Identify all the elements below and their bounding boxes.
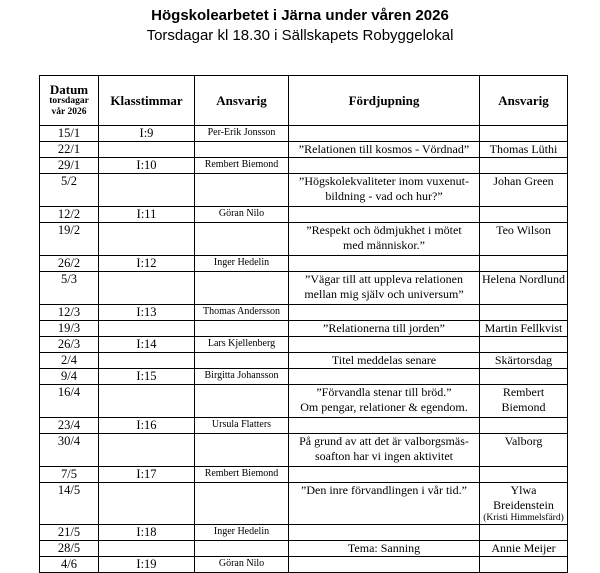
cell-fordjupning	[289, 142, 480, 158]
cell-ansvarig	[195, 321, 289, 337]
fordjupning-line-1: ”Relationerna till jorden”	[323, 321, 445, 335]
cell-ansvarig-2	[480, 418, 568, 434]
cell-fordjupning	[289, 434, 480, 467]
cell-fordjupning	[289, 272, 480, 305]
cell-fordjupning	[289, 126, 480, 142]
cell-ansvarig: Lars Kjellenberg	[195, 337, 289, 353]
cell-fordjupning	[289, 207, 480, 223]
cell-klasstimmar: I:17	[99, 467, 195, 483]
cell-fordjupning	[289, 256, 480, 272]
cell-ansvarig-2	[480, 557, 568, 573]
cell-fordjupning	[289, 483, 480, 525]
table-row	[40, 256, 568, 272]
cell-ansvarig-2	[480, 321, 568, 337]
cell-klasstimmar: I:15	[99, 369, 195, 385]
cell-fordjupning	[289, 467, 480, 483]
fordjupning-line-1: Tema: Sanning	[347, 541, 421, 555]
table-row	[40, 557, 568, 573]
cell-fordjupning	[289, 385, 480, 418]
cell-klasstimmar: I:13	[99, 305, 195, 321]
table-row	[40, 158, 568, 174]
column-header-ansvarig-2: Ansvarig	[480, 76, 568, 126]
cell-ansvarig: Göran Nilo	[195, 207, 289, 223]
table-row	[40, 353, 568, 369]
cell-fordjupning	[289, 337, 480, 353]
cell-ansvarig-2	[480, 483, 568, 525]
cell-ansvarig	[195, 353, 289, 369]
cell-klasstimmar	[99, 353, 195, 369]
cell-datum: 29/1	[40, 158, 99, 174]
cell-datum: 5/2	[40, 174, 99, 207]
fordjupning-line-1: ”Förvandla stenar till bröd.”	[316, 385, 452, 399]
cell-ansvarig: Per-Erik Jonsson	[195, 126, 289, 142]
ansvarig-2-name: Skärtorsdag	[494, 353, 553, 367]
cell-klasstimmar: I:19	[99, 557, 195, 573]
table-row	[40, 385, 568, 418]
cell-datum: 9/4	[40, 369, 99, 385]
cell-ansvarig-2	[480, 434, 568, 467]
table-row	[40, 207, 568, 223]
cell-ansvarig-2	[480, 541, 568, 557]
cell-ansvarig-2	[480, 467, 568, 483]
cell-ansvarig-2	[480, 126, 568, 142]
cell-datum: 30/4	[40, 434, 99, 467]
cell-fordjupning	[289, 525, 480, 541]
fordjupning-line-1: Titel meddelas senare	[331, 353, 437, 367]
cell-datum: 12/2	[40, 207, 99, 223]
cell-klasstimmar	[99, 142, 195, 158]
ansvarig-2-name: Rembert Biemond	[501, 385, 546, 414]
cell-ansvarig	[195, 541, 289, 557]
cell-datum: 4/6	[40, 557, 99, 573]
cell-fordjupning	[289, 305, 480, 321]
cell-klasstimmar: I:10	[99, 158, 195, 174]
column-header-klasstimmar: Klasstimmar	[99, 76, 195, 126]
cell-klasstimmar	[99, 272, 195, 305]
cell-klasstimmar	[99, 223, 195, 256]
cell-klasstimmar	[99, 321, 195, 337]
table-row	[40, 434, 568, 467]
ansvarig-2-name: Johan Green	[493, 174, 554, 188]
cell-klasstimmar: I:12	[99, 256, 195, 272]
cell-klasstimmar	[99, 483, 195, 525]
cell-datum: 23/4	[40, 418, 99, 434]
table-row	[40, 369, 568, 385]
cell-ansvarig	[195, 142, 289, 158]
cell-ansvarig	[195, 434, 289, 467]
table-row	[40, 321, 568, 337]
cell-fordjupning	[289, 223, 480, 256]
cell-fordjupning	[289, 418, 480, 434]
cell-ansvarig-2	[480, 272, 568, 305]
cell-ansvarig	[195, 174, 289, 207]
cell-datum: 5/3	[40, 272, 99, 305]
ansvarig-2-name: Thomas Lüthi	[489, 142, 558, 156]
cell-fordjupning	[289, 353, 480, 369]
header-row	[40, 76, 568, 126]
fordjupning-line-2: Om pengar, relationer & egendom.	[300, 400, 468, 414]
page-title: Högskolearbetet i Järna under våren 2026	[151, 7, 449, 24]
ansvarig-2-name: Ylwa Breidenstein	[493, 483, 554, 512]
cell-fordjupning	[289, 541, 480, 557]
cell-datum: 28/5	[40, 541, 99, 557]
cell-fordjupning	[289, 557, 480, 573]
cell-ansvarig	[195, 483, 289, 525]
cell-klasstimmar: I:18	[99, 525, 195, 541]
ansvarig-2-name: Valborg	[504, 434, 543, 448]
schedule-table	[39, 75, 568, 573]
table-row	[40, 337, 568, 353]
fordjupning-line-2: mellan mig själv och universum”	[304, 287, 464, 301]
table-row	[40, 467, 568, 483]
cell-ansvarig: Inger Hedelin	[195, 525, 289, 541]
cell-ansvarig-2	[480, 158, 568, 174]
cell-fordjupning	[289, 321, 480, 337]
fordjupning-line-1: ”Respekt och ödmjukhet i mötet	[306, 223, 462, 237]
cell-ansvarig-2	[480, 256, 568, 272]
cell-klasstimmar	[99, 434, 195, 467]
cell-klasstimmar: I:11	[99, 207, 195, 223]
cell-ansvarig	[195, 272, 289, 305]
cell-ansvarig: Birgitta Johansson	[195, 369, 289, 385]
table-row	[40, 142, 568, 158]
cell-ansvarig: Ursula Flatters	[195, 418, 289, 434]
table-row	[40, 541, 568, 557]
cell-ansvarig-2	[480, 142, 568, 158]
table-row	[40, 483, 568, 525]
cell-datum: 14/5	[40, 483, 99, 525]
cell-datum: 21/5	[40, 525, 99, 541]
ansvarig-2-name: Teo Wilson	[496, 223, 551, 237]
table-row	[40, 418, 568, 434]
cell-datum: 7/5	[40, 467, 99, 483]
cell-ansvarig: Rembert Biemond	[195, 158, 289, 174]
table-row	[40, 174, 568, 207]
cell-klasstimmar: I:16	[99, 418, 195, 434]
cell-ansvarig-2	[480, 337, 568, 353]
column-header-ansvarig: Ansvarig	[195, 76, 289, 126]
column-header-datum: Datum torsdagar vår 2026	[40, 76, 99, 126]
cell-ansvarig: Rembert Biemond	[195, 467, 289, 483]
table-row	[40, 272, 568, 305]
cell-ansvarig-2	[480, 207, 568, 223]
fordjupning-line-1: ”Den inre förvandlingen i vår tid.”	[301, 483, 467, 497]
fordjupning-line-2: med människor.”	[343, 238, 425, 252]
cell-ansvarig	[195, 223, 289, 256]
fordjupning-line-1: På grund av att det är valborgsmäs-	[299, 434, 469, 448]
table-row	[40, 223, 568, 256]
fordjupning-line-1: ”Relationen till kosmos - Vördnad”	[298, 142, 470, 156]
cell-ansvarig-2	[480, 525, 568, 541]
ansvarig-2-name: Annie Meijer	[491, 541, 556, 555]
cell-klasstimmar	[99, 385, 195, 418]
cell-ansvarig-2	[480, 174, 568, 207]
column-header-fordjupning: Fördjupning	[289, 76, 480, 126]
cell-ansvarig: Inger Hedelin	[195, 256, 289, 272]
cell-ansvarig-2	[480, 353, 568, 369]
cell-fordjupning	[289, 158, 480, 174]
cell-klasstimmar	[99, 541, 195, 557]
ansvarig-2-name: Martin Fellkvist	[484, 321, 563, 335]
cell-datum: 2/4	[40, 353, 99, 369]
fordjupning-line-1: ”Vägar till att uppleva relationen	[305, 272, 463, 286]
cell-klasstimmar: I:9	[99, 126, 195, 142]
cell-datum: 19/2	[40, 223, 99, 256]
cell-ansvarig-2	[480, 305, 568, 321]
cell-klasstimmar: I:14	[99, 337, 195, 353]
cell-ansvarig-2	[480, 369, 568, 385]
cell-datum: 15/1	[40, 126, 99, 142]
cell-ansvarig-2	[480, 385, 568, 418]
fordjupning-line-2: bildning - vad och hur?”	[325, 189, 443, 203]
page-subtitle: Torsdagar kl 18.30 i Sällskapets Robyggelokal	[146, 27, 454, 44]
cell-ansvarig: Göran Nilo	[195, 557, 289, 573]
cell-fordjupning	[289, 174, 480, 207]
table-row	[40, 525, 568, 541]
cell-ansvarig: Thomas Andersson	[195, 305, 289, 321]
cell-datum: 19/3	[40, 321, 99, 337]
cell-datum: 22/1	[40, 142, 99, 158]
cell-ansvarig	[195, 385, 289, 418]
cell-ansvarig-2	[480, 223, 568, 256]
cell-datum: 12/3	[40, 305, 99, 321]
cell-datum: 26/2	[40, 256, 99, 272]
table-row	[40, 126, 568, 142]
cell-fordjupning	[289, 369, 480, 385]
fordjupning-line-2: soafton har vi ingen aktivitet	[315, 449, 453, 463]
ansvarig-2-name: Helena Nordlund	[482, 272, 565, 286]
cell-datum: 16/4	[40, 385, 99, 418]
fordjupning-line-1: ”Högskolekvaliteter inom vuxenut-	[299, 174, 469, 188]
cell-klasstimmar	[99, 174, 195, 207]
ansvarig-2-note: (Kristi Himmelsfärd)	[483, 513, 564, 523]
cell-datum: 26/3	[40, 337, 99, 353]
table-row	[40, 305, 568, 321]
